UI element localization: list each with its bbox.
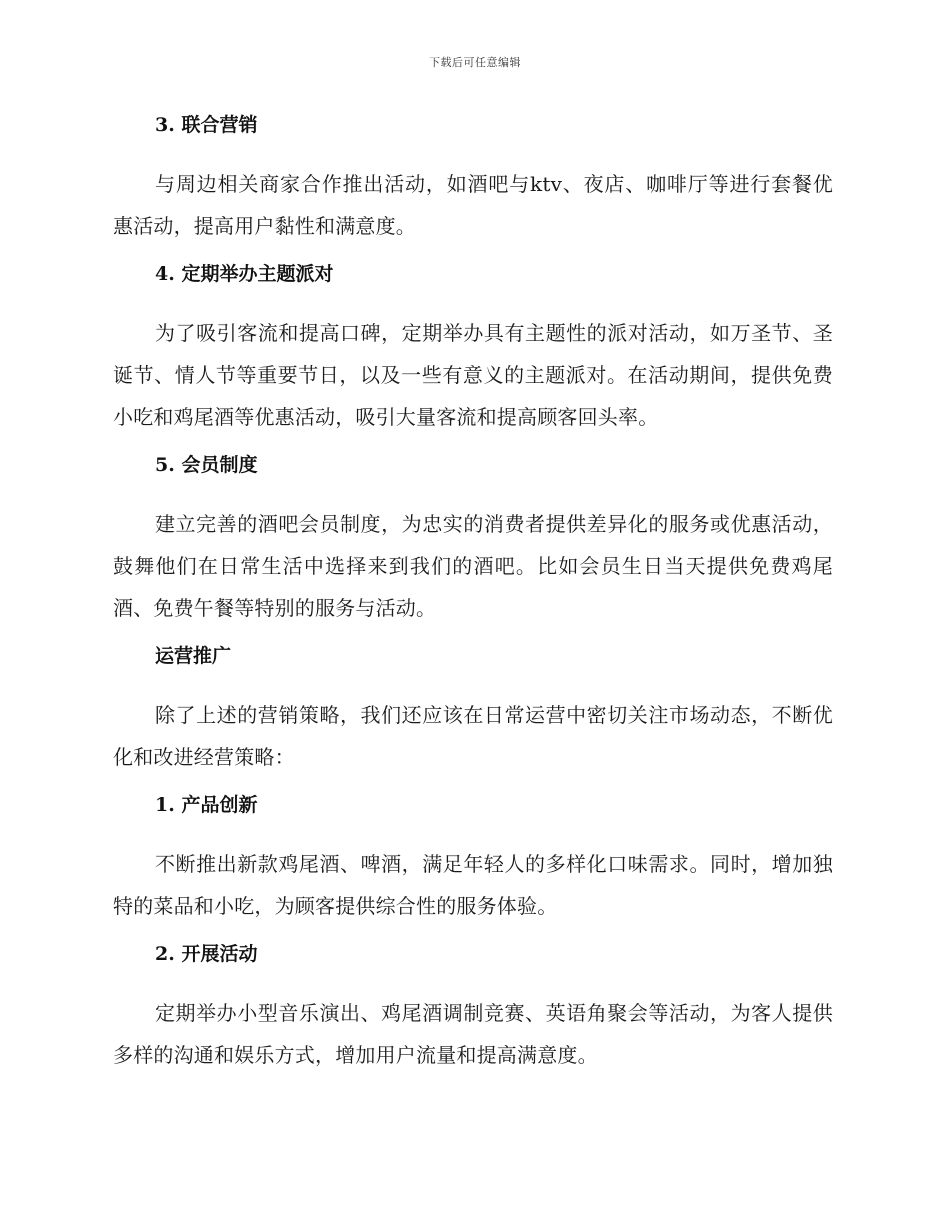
section-paragraph-events: 定期举办小型音乐演出、鸡尾酒调制竞赛、英语角聚会等活动，为客人提供多样的沟通和娱乐方式，增加用户流量和提高满意度。: [113, 1001, 833, 1067]
section-heading-operations-promotion: 运营推广: [155, 645, 232, 667]
section-heading-product-innovation: 1. 产品创新: [155, 794, 258, 816]
section-heading-membership: 5. 会员制度: [155, 454, 258, 476]
section-paragraph-theme-party: 为了吸引客流和提高口碑，定期举办具有主题性的派对活动，如万圣节、圣诞节、情人节等重要节日，以及一些有意义的主题派对。在活动期间，提供免费小吃和鸡尾酒等优惠活动，吸引大量客流和提高顾客回头率。: [113, 321, 833, 429]
section-paragraph-joint-marketing: 与周边相关商家合作推出活动，如酒吧与ktv、夜店、咖啡厅等进行套餐优惠活动，提高用户黏性和满意度。: [113, 172, 833, 238]
section-heading-theme-party: 4. 定期举办主题派对: [155, 263, 334, 285]
section-heading-joint-marketing: 3. 联合营销: [155, 114, 258, 136]
document-body: [113, 110, 833, 1088]
section-paragraph-product-innovation: 不断推出新款鸡尾酒、啤酒，满足年轻人的多样化口味需求。同时，增加独特的菜品和小吃，为顾客提供综合性的服务体验。: [113, 852, 833, 918]
header-note: 下载后可任意编辑: [429, 56, 521, 69]
section-heading-events: 2. 开展活动: [155, 943, 258, 965]
section-paragraph-membership: 建立完善的酒吧会员制度，为忠实的消费者提供差异化的服务或优惠活动，鼓舞他们在日常生活中选择来到我们的酒吧。比如会员生日当天提供免费鸡尾酒、免费午餐等特别的服务与活动。: [113, 512, 833, 620]
section-paragraph-operations-promotion: 除了上述的营销策略，我们还应该在日常运营中密切关注市场动态，不断优化和改进经营策略：: [113, 703, 833, 769]
